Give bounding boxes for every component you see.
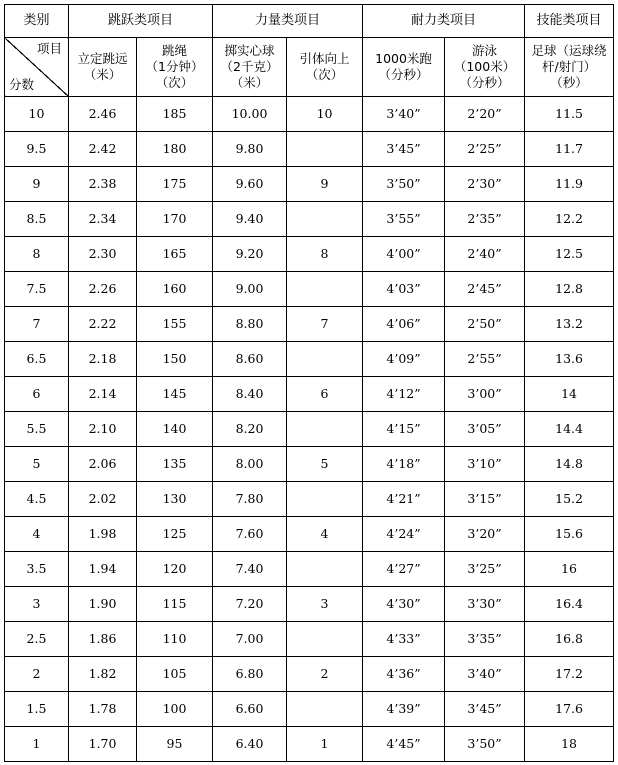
run-1000m-cell: 4’03” bbox=[363, 272, 445, 307]
score-cell: 8 bbox=[5, 237, 69, 272]
jump-rope-cell: 135 bbox=[137, 447, 213, 482]
jump-rope-cell: 95 bbox=[137, 727, 213, 762]
table-row bbox=[5, 377, 614, 412]
jump-rope-cell: 145 bbox=[137, 377, 213, 412]
standing-long-jump-cell: 2.34 bbox=[69, 202, 137, 237]
run-1000m-cell: 3’45” bbox=[363, 132, 445, 167]
standing-long-jump-cell: 2.26 bbox=[69, 272, 137, 307]
football-cell: 11.9 bbox=[525, 167, 614, 202]
medicine-ball-cell: 6.40 bbox=[213, 727, 287, 762]
score-cell: 4.5 bbox=[5, 482, 69, 517]
jump-rope-cell: 155 bbox=[137, 307, 213, 342]
standing-long-jump-cell: 1.86 bbox=[69, 622, 137, 657]
column-detail: 杆/射门） bbox=[541, 59, 597, 74]
column-unit: （秒） bbox=[550, 75, 588, 90]
jump-rope-cell: 180 bbox=[137, 132, 213, 167]
run-1000m-cell: 4’06” bbox=[363, 307, 445, 342]
medicine-ball-cell: 6.80 bbox=[213, 657, 287, 692]
column-detail: （100米） bbox=[453, 59, 516, 74]
medicine-ball-cell: 7.80 bbox=[213, 482, 287, 517]
table-row bbox=[5, 167, 614, 202]
football-cell: 11.5 bbox=[525, 97, 614, 132]
football-cell: 13.6 bbox=[525, 342, 614, 377]
column-unit: （米） bbox=[230, 75, 269, 90]
standing-long-jump-cell: 1.94 bbox=[69, 552, 137, 587]
football-cell: 14.4 bbox=[525, 412, 614, 447]
table-row bbox=[5, 97, 614, 132]
football-cell: 15.6 bbox=[525, 517, 614, 552]
swimming-cell: 2’55” bbox=[445, 342, 525, 377]
score-cell: 3 bbox=[5, 587, 69, 622]
table-row bbox=[5, 272, 614, 307]
run-1000m-cell: 3’50” bbox=[363, 167, 445, 202]
medicine-ball-cell: 8.40 bbox=[213, 377, 287, 412]
run-1000m-cell: 4’21” bbox=[363, 482, 445, 517]
football-cell: 12.8 bbox=[525, 272, 614, 307]
score-cell: 1.5 bbox=[5, 692, 69, 727]
medicine-ball-cell: 7.00 bbox=[213, 622, 287, 657]
run-1000m-cell: 4’24” bbox=[363, 517, 445, 552]
jump-rope-cell: 150 bbox=[137, 342, 213, 377]
football-cell: 16.4 bbox=[525, 587, 614, 622]
standing-long-jump-cell: 2.42 bbox=[69, 132, 137, 167]
pull-ups-cell bbox=[287, 412, 363, 447]
group-header-jumping: 跳跃类项目 bbox=[69, 5, 213, 38]
column-header-swimming bbox=[445, 38, 525, 97]
column-unit: （分秒） bbox=[459, 75, 510, 90]
score-cell: 2.5 bbox=[5, 622, 69, 657]
medicine-ball-cell: 9.40 bbox=[213, 202, 287, 237]
jump-rope-cell: 160 bbox=[137, 272, 213, 307]
swimming-cell: 2’45” bbox=[445, 272, 525, 307]
run-1000m-cell: 4’33” bbox=[363, 622, 445, 657]
medicine-ball-cell: 7.60 bbox=[213, 517, 287, 552]
table-row bbox=[5, 482, 614, 517]
medicine-ball-cell: 10.00 bbox=[213, 97, 287, 132]
swimming-cell: 3’35” bbox=[445, 622, 525, 657]
pull-ups-cell bbox=[287, 202, 363, 237]
swimming-cell: 3’25” bbox=[445, 552, 525, 587]
pull-ups-cell bbox=[287, 272, 363, 307]
swimming-cell: 2’30” bbox=[445, 167, 525, 202]
score-cell: 10 bbox=[5, 97, 69, 132]
score-cell: 3.5 bbox=[5, 552, 69, 587]
table-body bbox=[5, 97, 614, 762]
pull-ups-cell bbox=[287, 482, 363, 517]
score-cell: 7.5 bbox=[5, 272, 69, 307]
score-cell: 4 bbox=[5, 517, 69, 552]
swimming-cell: 3’00” bbox=[445, 377, 525, 412]
score-cell: 5 bbox=[5, 447, 69, 482]
pull-ups-cell bbox=[287, 552, 363, 587]
score-cell: 8.5 bbox=[5, 202, 69, 237]
item-label: 项目 bbox=[36, 41, 62, 56]
table-row bbox=[5, 342, 614, 377]
group-header-strength: 力量类项目 bbox=[213, 5, 363, 38]
football-cell: 15.2 bbox=[525, 482, 614, 517]
standing-long-jump-cell: 1.98 bbox=[69, 517, 137, 552]
jump-rope-cell: 100 bbox=[137, 692, 213, 727]
jump-rope-cell: 175 bbox=[137, 167, 213, 202]
pull-ups-cell bbox=[287, 622, 363, 657]
medicine-ball-cell: 8.60 bbox=[213, 342, 287, 377]
column-name: 掷实心球 bbox=[224, 43, 275, 58]
football-cell: 17.6 bbox=[525, 692, 614, 727]
table-row bbox=[5, 412, 614, 447]
medicine-ball-cell: 8.00 bbox=[213, 447, 287, 482]
pull-ups-cell bbox=[287, 342, 363, 377]
run-1000m-cell: 4’18” bbox=[363, 447, 445, 482]
run-1000m-cell: 3’55” bbox=[363, 202, 445, 237]
medicine-ball-cell: 9.20 bbox=[213, 237, 287, 272]
pull-ups-cell: 7 bbox=[287, 307, 363, 342]
column-unit: （次） bbox=[155, 75, 194, 90]
medicine-ball-cell: 9.80 bbox=[213, 132, 287, 167]
score-table bbox=[4, 4, 614, 762]
jump-rope-cell: 130 bbox=[137, 482, 213, 517]
swimming-cell: 3’40” bbox=[445, 657, 525, 692]
standing-long-jump-cell: 1.82 bbox=[69, 657, 137, 692]
pull-ups-cell: 9 bbox=[287, 167, 363, 202]
run-1000m-cell: 4’09” bbox=[363, 342, 445, 377]
standing-long-jump-cell: 2.30 bbox=[69, 237, 137, 272]
table-row bbox=[5, 237, 614, 272]
table-row bbox=[5, 692, 614, 727]
swimming-cell: 2’40” bbox=[445, 237, 525, 272]
swimming-cell: 2’50” bbox=[445, 307, 525, 342]
swimming-cell: 3’05” bbox=[445, 412, 525, 447]
standing-long-jump-cell: 2.06 bbox=[69, 447, 137, 482]
column-name: 跳绳 bbox=[162, 43, 188, 58]
category-header: 类别 bbox=[5, 5, 69, 38]
run-1000m-cell: 4’15” bbox=[363, 412, 445, 447]
table-row bbox=[5, 552, 614, 587]
football-cell: 16 bbox=[525, 552, 614, 587]
swimming-cell: 2’25” bbox=[445, 132, 525, 167]
column-unit: （分秒） bbox=[378, 67, 429, 82]
column-name: 立定跳远 bbox=[77, 51, 128, 66]
swimming-cell: 3’20” bbox=[445, 517, 525, 552]
table-row bbox=[5, 587, 614, 622]
pull-ups-cell: 6 bbox=[287, 377, 363, 412]
jump-rope-cell: 185 bbox=[137, 97, 213, 132]
swimming-cell: 3’45” bbox=[445, 692, 525, 727]
score-cell: 9 bbox=[5, 167, 69, 202]
football-cell: 13.2 bbox=[525, 307, 614, 342]
swimming-cell: 3’50” bbox=[445, 727, 525, 762]
football-cell: 17.2 bbox=[525, 657, 614, 692]
table-row bbox=[5, 447, 614, 482]
football-cell: 11.7 bbox=[525, 132, 614, 167]
diagonal-header-cell bbox=[5, 38, 69, 97]
jump-rope-cell: 115 bbox=[137, 587, 213, 622]
column-header-1000m-run bbox=[363, 38, 445, 97]
pull-ups-cell bbox=[287, 132, 363, 167]
column-header-jump-rope bbox=[137, 38, 213, 97]
column-name: 1000米跑 bbox=[375, 51, 432, 66]
score-cell: 6.5 bbox=[5, 342, 69, 377]
swimming-cell: 2’20” bbox=[445, 97, 525, 132]
score-cell: 7 bbox=[5, 307, 69, 342]
column-header-medicine-ball-throw bbox=[213, 38, 287, 97]
column-unit: （米） bbox=[83, 67, 122, 82]
standing-long-jump-cell: 2.22 bbox=[69, 307, 137, 342]
score-cell: 5.5 bbox=[5, 412, 69, 447]
column-header-football bbox=[525, 38, 614, 97]
football-cell: 14.8 bbox=[525, 447, 614, 482]
table-row bbox=[5, 657, 614, 692]
swimming-cell: 3’10” bbox=[445, 447, 525, 482]
group-header-skill: 技能类项目 bbox=[525, 5, 614, 38]
score-cell: 9.5 bbox=[5, 132, 69, 167]
table-row bbox=[5, 307, 614, 342]
swimming-cell: 3’30” bbox=[445, 587, 525, 622]
pull-ups-cell bbox=[287, 692, 363, 727]
table-header bbox=[5, 5, 614, 97]
medicine-ball-cell: 8.80 bbox=[213, 307, 287, 342]
pull-ups-cell: 3 bbox=[287, 587, 363, 622]
football-cell: 18 bbox=[525, 727, 614, 762]
run-1000m-cell: 4’00” bbox=[363, 237, 445, 272]
table-row bbox=[5, 622, 614, 657]
football-cell: 14 bbox=[525, 377, 614, 412]
table-row bbox=[5, 202, 614, 237]
score-cell: 2 bbox=[5, 657, 69, 692]
jump-rope-cell: 165 bbox=[137, 237, 213, 272]
jump-rope-cell: 105 bbox=[137, 657, 213, 692]
standing-long-jump-cell: 2.02 bbox=[69, 482, 137, 517]
column-header-standing-long-jump bbox=[69, 38, 137, 97]
medicine-ball-cell: 9.60 bbox=[213, 167, 287, 202]
score-table-container bbox=[4, 4, 614, 762]
medicine-ball-cell: 7.20 bbox=[213, 587, 287, 622]
standing-long-jump-cell: 1.90 bbox=[69, 587, 137, 622]
column-detail: （2千克） bbox=[220, 59, 279, 74]
jump-rope-cell: 120 bbox=[137, 552, 213, 587]
run-1000m-cell: 4’39” bbox=[363, 692, 445, 727]
run-1000m-cell: 4’12” bbox=[363, 377, 445, 412]
column-name: 引体向上 bbox=[299, 51, 350, 66]
score-cell: 1 bbox=[5, 727, 69, 762]
pull-ups-cell: 2 bbox=[287, 657, 363, 692]
column-name: 游泳 bbox=[472, 43, 498, 58]
pull-ups-cell: 8 bbox=[287, 237, 363, 272]
pull-ups-cell: 5 bbox=[287, 447, 363, 482]
column-unit: （次） bbox=[305, 67, 344, 82]
run-1000m-cell: 4’36” bbox=[363, 657, 445, 692]
score-cell: 6 bbox=[5, 377, 69, 412]
run-1000m-cell: 4’30” bbox=[363, 587, 445, 622]
swimming-cell: 3’15” bbox=[445, 482, 525, 517]
medicine-ball-cell: 9.00 bbox=[213, 272, 287, 307]
football-cell: 16.8 bbox=[525, 622, 614, 657]
column-name: 足球（运球绕 bbox=[531, 43, 607, 58]
pull-ups-cell: 4 bbox=[287, 517, 363, 552]
medicine-ball-cell: 8.20 bbox=[213, 412, 287, 447]
run-1000m-cell: 4’45” bbox=[363, 727, 445, 762]
pull-ups-cell: 1 bbox=[287, 727, 363, 762]
column-detail: （1分钟） bbox=[145, 59, 204, 74]
standing-long-jump-cell: 2.10 bbox=[69, 412, 137, 447]
pull-ups-cell: 10 bbox=[287, 97, 363, 132]
standing-long-jump-cell: 2.38 bbox=[69, 167, 137, 202]
standing-long-jump-cell: 2.18 bbox=[69, 342, 137, 377]
medicine-ball-cell: 7.40 bbox=[213, 552, 287, 587]
score-label: 分数 bbox=[9, 77, 35, 92]
football-cell: 12.5 bbox=[525, 237, 614, 272]
run-1000m-cell: 4’27” bbox=[363, 552, 445, 587]
football-cell: 12.2 bbox=[525, 202, 614, 237]
swimming-cell: 2’35” bbox=[445, 202, 525, 237]
jump-rope-cell: 170 bbox=[137, 202, 213, 237]
jump-rope-cell: 110 bbox=[137, 622, 213, 657]
jump-rope-cell: 140 bbox=[137, 412, 213, 447]
table-row bbox=[5, 727, 614, 762]
medicine-ball-cell: 6.60 bbox=[213, 692, 287, 727]
standing-long-jump-cell: 1.78 bbox=[69, 692, 137, 727]
jump-rope-cell: 125 bbox=[137, 517, 213, 552]
standing-long-jump-cell: 2.14 bbox=[69, 377, 137, 412]
standing-long-jump-cell: 2.46 bbox=[69, 97, 137, 132]
table-row bbox=[5, 517, 614, 552]
table-row bbox=[5, 132, 614, 167]
column-header-pull-ups bbox=[287, 38, 363, 97]
standing-long-jump-cell: 1.70 bbox=[69, 727, 137, 762]
run-1000m-cell: 3’40” bbox=[363, 97, 445, 132]
group-header-endurance: 耐力类项目 bbox=[363, 5, 525, 38]
